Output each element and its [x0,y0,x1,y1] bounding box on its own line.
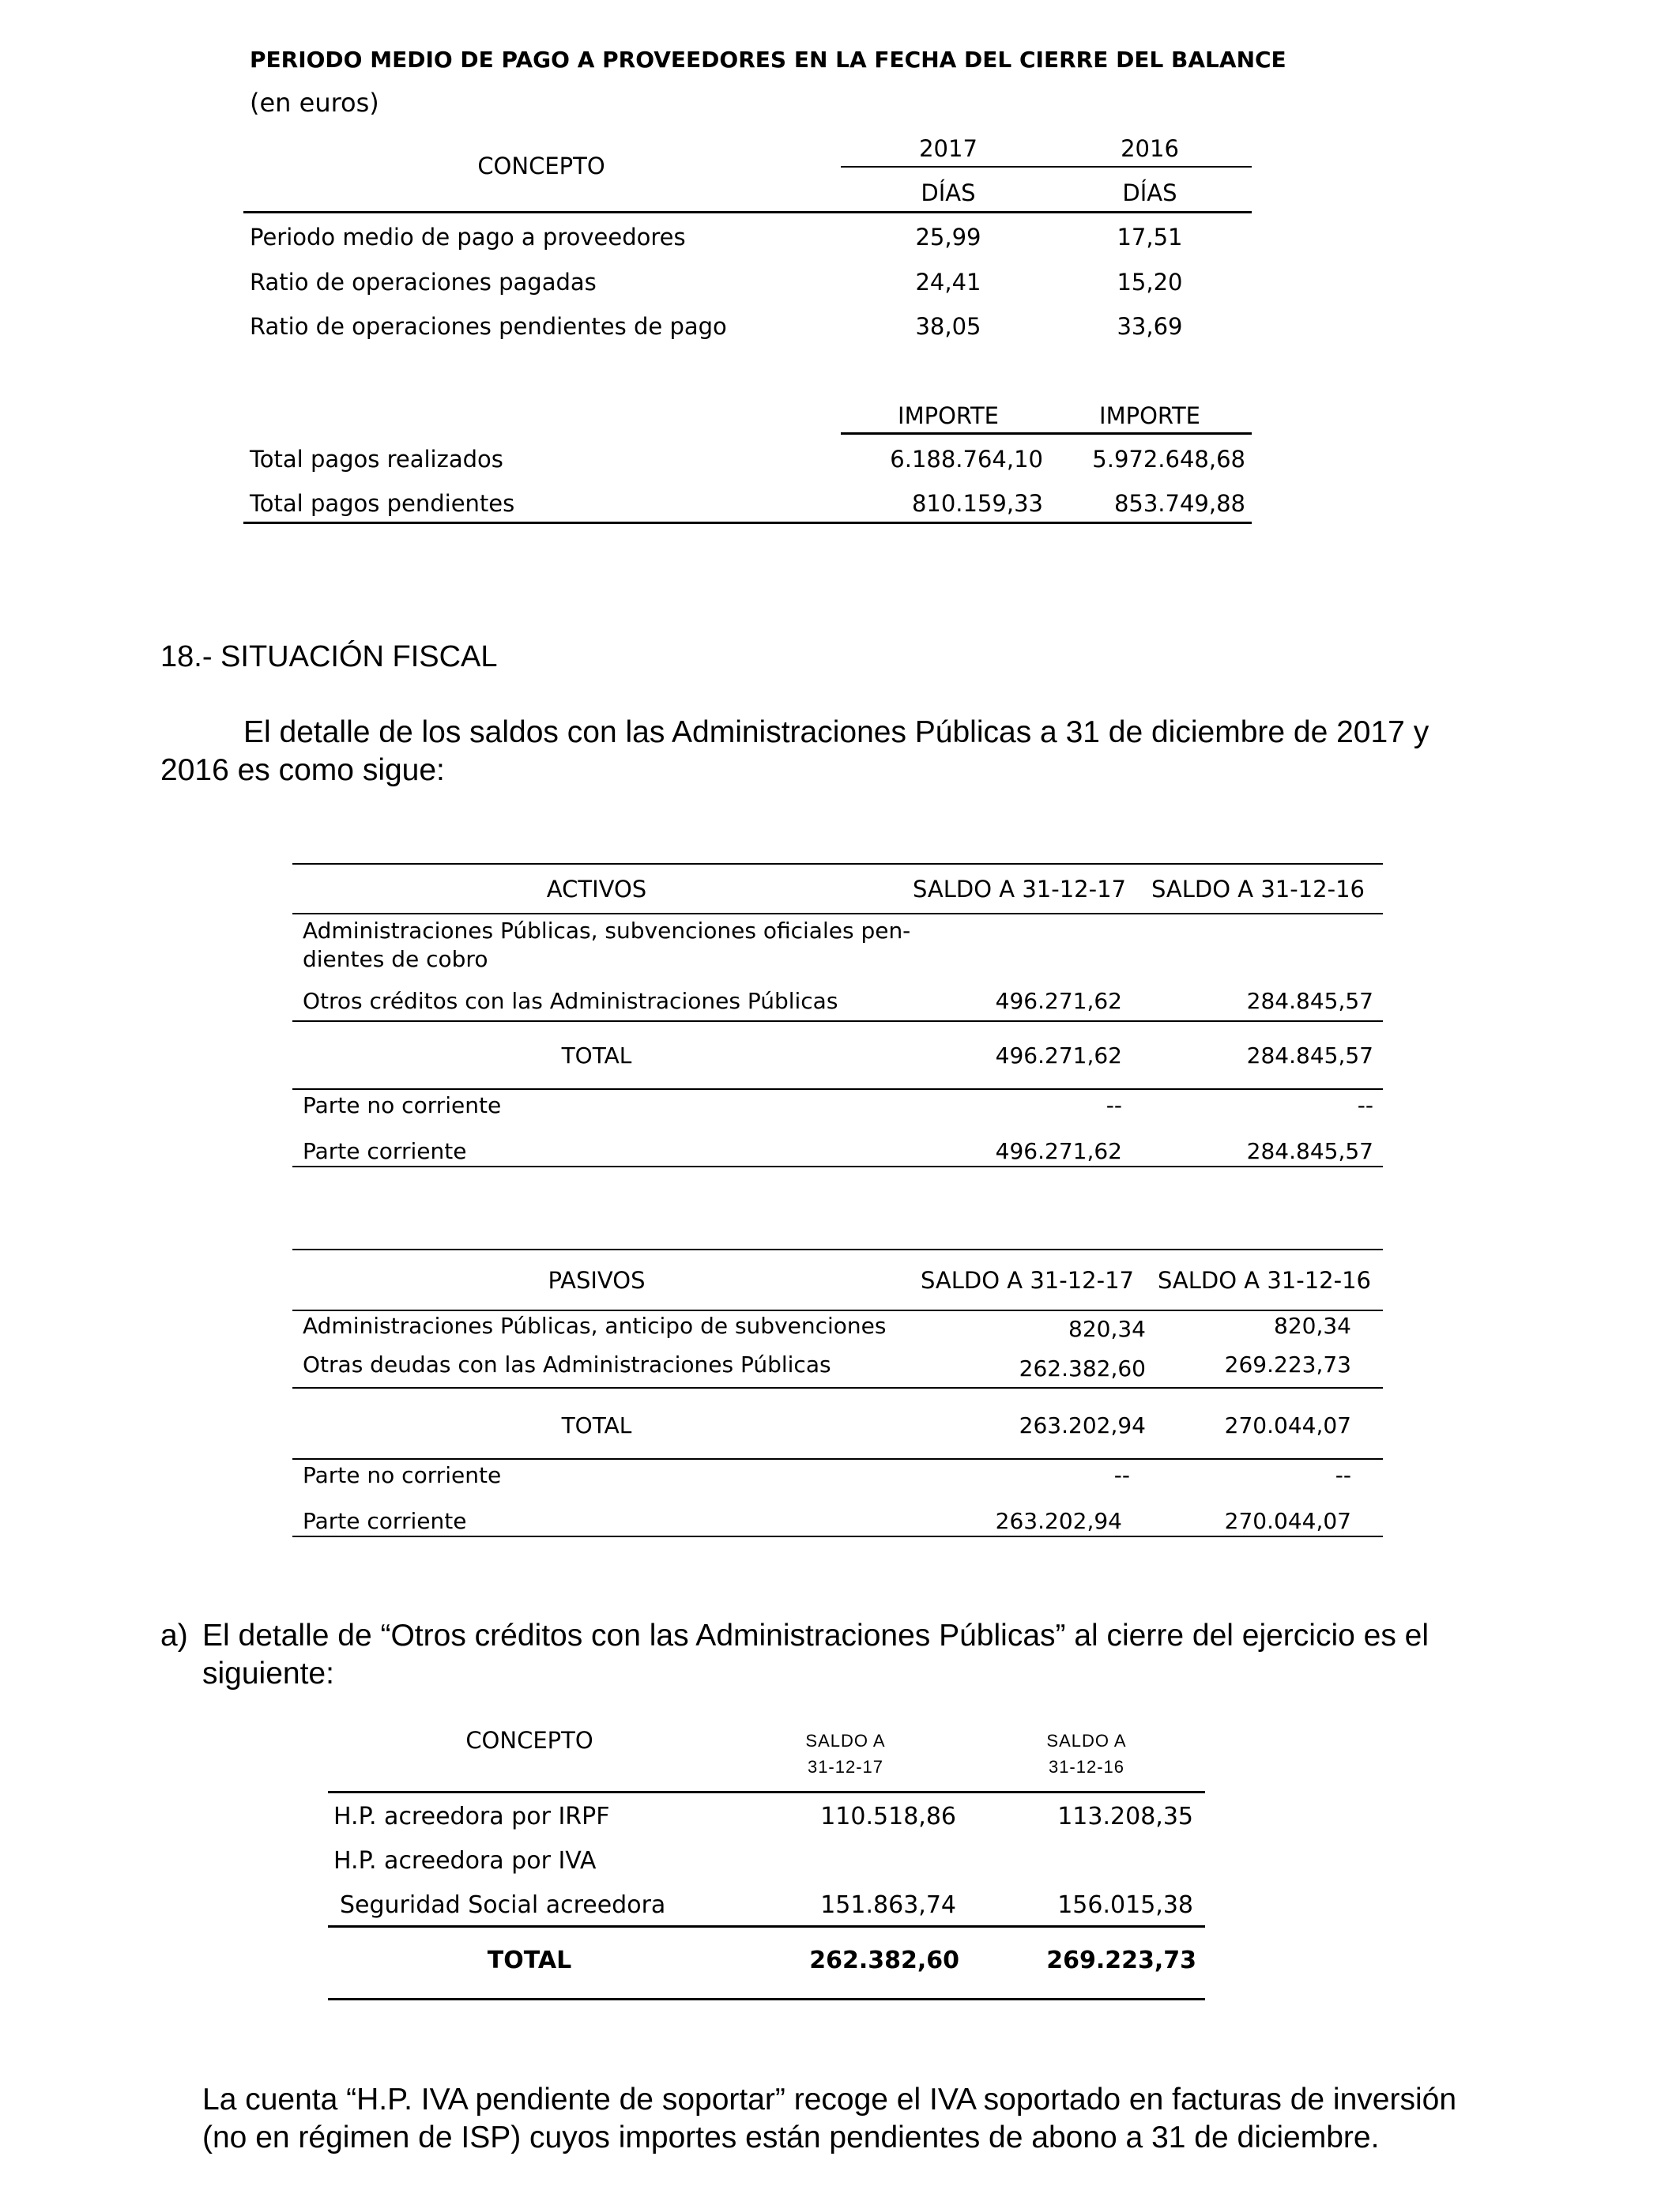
detalle-col2-line1: SALDO A [1046,1731,1127,1751]
pmp-days-2016: DÍAS [1122,179,1177,206]
pasivos-corr-v1: 263.202,94 [995,1508,1122,1534]
pmp-title: PERIODO MEDIO DE PAGO A PROVEEDORES EN LA FECHA DEL CIERRE DEL BALANCE [250,47,1286,73]
activos-nocorr-v2: -- [1357,1092,1373,1118]
activos-nocorr-label: Parte no corriente [303,1092,502,1118]
pmp-header-rule [243,211,1252,213]
detalle-col1-line1: SALDO A [805,1731,886,1751]
detalle-marker: a) [160,1619,188,1653]
pmp-importe-2017: IMPORTE [898,402,999,429]
detalle-text-line2: siguiente: [202,1657,334,1691]
closing-line2: (no en régimen de ISP) cuyos importes están pendientes de abono a 31 de diciembre. [202,2120,1380,2154]
pmp-importe-2016: IMPORTE [1099,402,1200,429]
detalle-total-v2: 269.223,73 [1046,1947,1196,1974]
activos-corr-v2: 284.845,57 [1246,1138,1373,1164]
activos-row2-label: Otros créditos con las Administraciones Públicas [303,988,838,1014]
pasivos-nocorr-v2: -- [1335,1462,1351,1488]
section-intro-line1: El detalle de los saldos con las Administraciones Públicas a 31 de diciembre de 2017 y [243,715,1430,749]
pasivos-row2-v1: 262.382,60 [1019,1355,1146,1382]
pmp-subtitle: (en euros) [250,88,379,118]
pasivos-nocorr-v1: -- [1113,1462,1130,1488]
pasivos-header: PASIVOS [548,1267,646,1294]
pmp-year-underline [841,166,1252,168]
activos-row2-v2: 284.845,57 [1246,988,1373,1014]
pmp-year-2017: 2017 [919,135,977,162]
detalle-col2-line2: 31-12-16 [1048,1757,1125,1777]
pasivos-row1-v1: 820,34 [1068,1316,1146,1342]
activos-total-label: TOTAL [561,1042,632,1069]
activos-corr-label: Parte corriente [303,1138,467,1164]
pmp-days-2017: DÍAS [921,179,976,206]
activos-corr-v1: 496.271,62 [995,1138,1122,1164]
pasivos-row1-label: Administraciones Públicas, anticipo de subvenciones [303,1313,887,1339]
pasivos-total-v2: 270.044,07 [1224,1412,1351,1438]
activos-total-v2: 284.845,57 [1246,1042,1373,1069]
pasivos-row2-v2: 269.223,73 [1224,1351,1351,1378]
activos-row1-line2: dientes de cobro [303,946,488,972]
pasivos-col2-header: SALDO A 31-12-16 [1157,1267,1371,1294]
pasivos-col1-header: SALDO A 31-12-17 [920,1267,1134,1294]
detalle-concept-header: CONCEPTO [465,1727,593,1754]
section-intro-line2: 2016 es como sigue: [160,753,445,787]
pmp-bottom-rule [243,522,1252,524]
activos-header: ACTIVOS [546,876,647,903]
detalle-total-label: TOTAL [487,1947,572,1974]
pmp-concept-header: CONCEPTO [477,153,605,179]
pasivos-corr-label: Parte corriente [303,1508,467,1534]
detalle-col1-line2: 31-12-17 [807,1757,884,1777]
pasivos-corr-v2: 270.044,07 [1224,1508,1351,1534]
detalle-total-v1: 262.382,60 [809,1947,959,1974]
activos-row2-v1: 496.271,62 [995,988,1122,1014]
activos-total-v1: 496.271,62 [995,1042,1122,1069]
activos-nocorr-v1: -- [1106,1092,1122,1118]
activos-col1-header: SALDO A 31-12-17 [912,876,1126,903]
pasivos-nocorr-label: Parte no corriente [303,1462,502,1488]
pasivos-total-v1: 263.202,94 [1019,1412,1146,1438]
pasivos-row2-label: Otras deudas con las Administraciones Públicas [303,1351,831,1378]
detalle-text-line1: El detalle de “Otros créditos con las Administraciones Públicas” al cierre del ejercicio es el [202,1619,1430,1653]
closing-line1: La cuenta “H.P. IVA pendiente de soportar” recoge el IVA soportado en facturas de inversión [202,2083,1457,2117]
pasivos-total-label: TOTAL [561,1412,632,1438]
section-heading: 18.- SITUACIÓN FISCAL [160,640,498,673]
pasivos-row1-v2: 820,34 [1274,1313,1351,1339]
activos-row1-line1: Administraciones Públicas, subvenciones oficiales pen- [303,918,911,944]
activos-col2-header: SALDO A 31-12-16 [1151,876,1365,903]
pmp-year-2016: 2016 [1121,135,1179,162]
pmp-importe-rule [841,432,1252,435]
